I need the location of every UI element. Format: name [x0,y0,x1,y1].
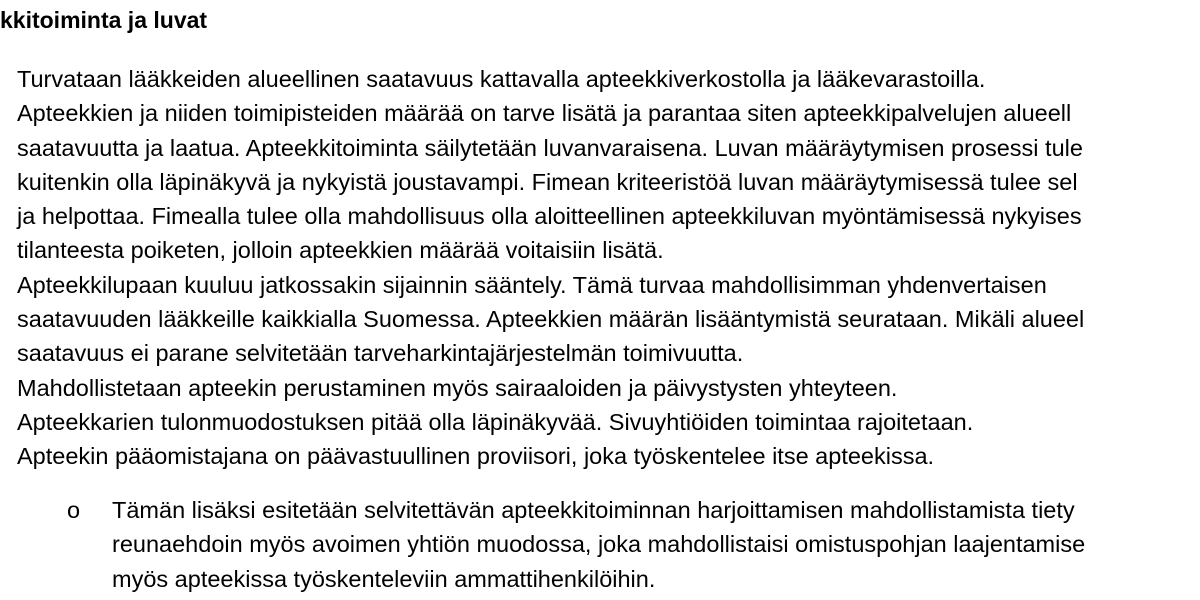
text-line: kuitenkin olla läpinäkyvä ja nykyistä joustavampi. Fimean kriteeristöä luvan määräytymisessä tulee sel [17,168,1078,195]
body-text [17,62,1200,474]
sub-bullet-text [112,493,1085,596]
text-line: myös apteekissa työskenteleviin ammattihenkilöihin. [112,565,656,592]
text-line: reunaehdoin myös avoimen yhtiön muodossa, joka mahdollistaisi omistuspohjan laajentamise [112,531,1086,558]
text-line: saatavuuden lääkkeille kaikkialla Suomessa. Apteekkien määrän lisääntymistä seurataan. Mikäli alueel [17,306,1085,333]
text-line: Tämän lisäksi esitetään selvitettävän apteekkitoiminnan harjoittamisen mahdollistamista tiety [112,497,1075,523]
section-heading: kkitoiminta ja luvat [0,7,208,33]
text-line: ja helpottaa. Fimealla tulee olla mahdollisuus olla aloitteellinen apteekkiluvan myöntämisessä nykyises [17,203,1082,230]
text-line: Turvataan lääkkeiden alueellinen saatavuus kattavalla apteekkiverkostolla ja lääkevarastoilla. [17,66,986,92]
text-line: Apteekkien ja niiden toimipisteiden määrää on tarve lisätä ja parantaa siten apteekkipalvelujen alueell [17,100,1072,127]
text-line: Mahdollistetaan apteekin perustaminen myös sairaaloiden ja päivystysten yhteyteen. [17,374,898,401]
text-line: Apteekkilupaan kuuluu jatkossakin sijainnin sääntely. Tämä turvaa mahdollisimman yhdenvertaisen [17,271,1047,298]
text-line: Apteekkarien tulonmuodostuksen pitää olla läpinäkyvää. Sivuyhtiöiden toimintaa rajoitetaan. [17,408,974,435]
text-line: saatavuutta ja laatua. Apteekkitoiminta säilytetään luvanvaraisena. Luvan määräytymisen prosessi tule [17,134,1083,161]
text-line: saatavuus ei parane selvitetään tarveharkintajärjestelmän toimivuutta. [17,340,744,367]
bullet-marker: o [67,497,81,523]
text-line: tilanteesta poiketen, jolloin apteekkien määrää voitaisiin lisätä. [17,237,664,264]
text-line: Apteekin pääomistajana on päävastuullinen proviisori, joka työskentelee itse apteekissa. [17,443,935,470]
